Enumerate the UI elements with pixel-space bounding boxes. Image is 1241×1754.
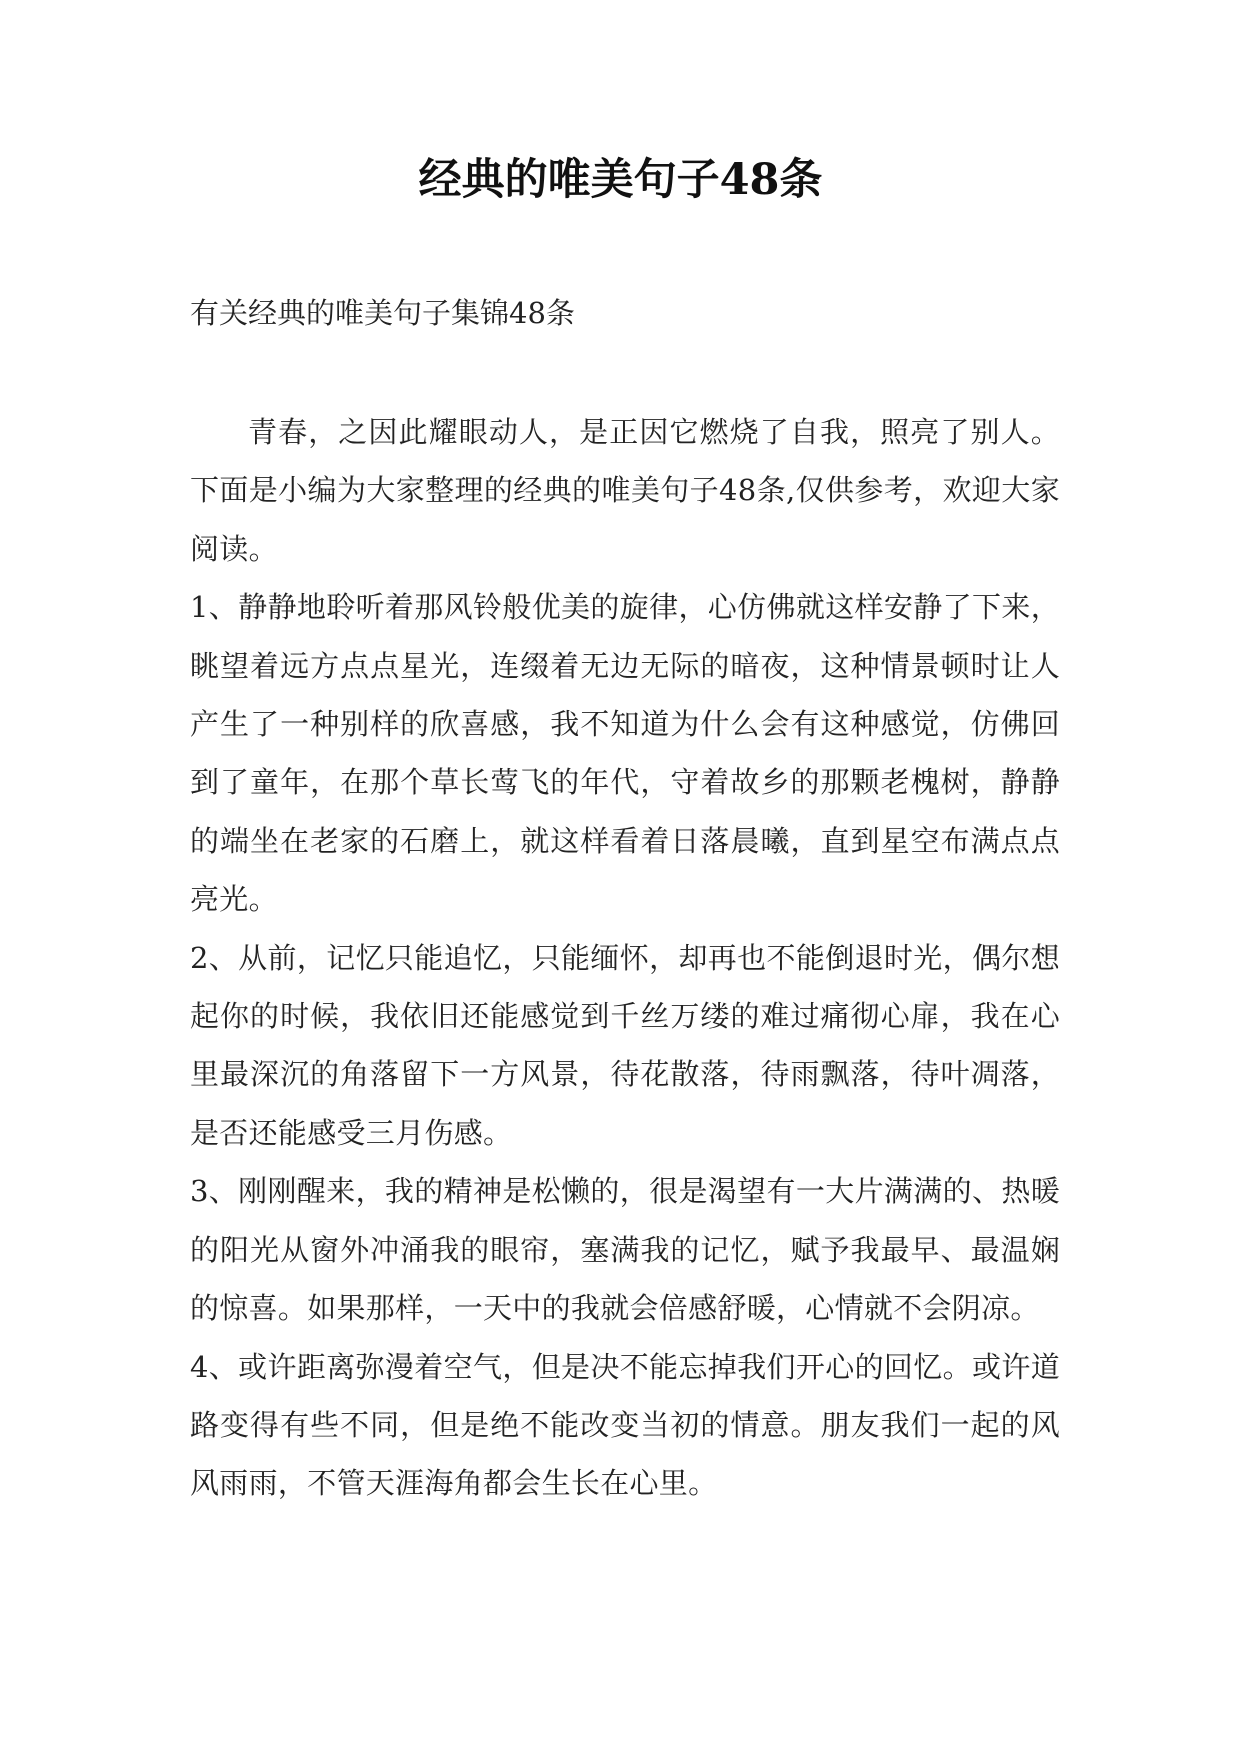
page-title: 经典的唯美句子48条 — [418, 155, 823, 205]
list-item: 2、从前，记忆只能追忆，只能缅怀，却再也不能倒退时光，偶尔想起你的时候，我依旧还能感觉到千丝万缕的难过痛彻心扉，我在心里最深沉的角落留下一方风景，待花散落，待雨飘落，待叶凋落，是否还能感受三月伤感。 — [190, 940, 1060, 1150]
list-item: 1、静静地聆听着那风铃般优美的旋律，心仿佛就这样安静了下来，眺望着远方点点星光，连缀着无边无际的暗夜，这种情景顿时让人产生了一种别样的欣喜感，我不知道为什么会有这种感觉，仿佛回到了童年，在那个草长莺飞的年代，守着故乡的那颗老槐树，静静的端坐在老家的石磨上，就这样看着日落晨曦，直到星空布满点点亮光。 — [190, 590, 1060, 917]
list-item: 4、或许距离弥漫着空气，但是决不能忘掉我们开心的回忆。或许道路变得有些不同，但是绝不能改变当初的情意。朋友我们一起的风风雨雨，不管天涯海角都会生长在心里。 — [190, 1349, 1060, 1501]
document-subtitle: 有关经典的唯美句子集锦48条 — [190, 296, 575, 330]
document-body — [190, 403, 1060, 1513]
intro-paragraph: 青春，之因此耀眼动人，是正因它燃烧了自我，照亮了别人。下面是小编为大家整理的经典的唯美句子48条,仅供参考，欢迎大家阅读。 — [190, 415, 1060, 566]
list-item: 3、刚刚醒来，我的精神是松懒的，很是渴望有一大片满满的、热暖的阳光从窗外冲涌我的眼帘，塞满我的记忆，赋予我最早、最温娴的惊喜。如果那样，一天中的我就会倍感舒暖，心情就不会阴凉。 — [190, 1174, 1060, 1326]
